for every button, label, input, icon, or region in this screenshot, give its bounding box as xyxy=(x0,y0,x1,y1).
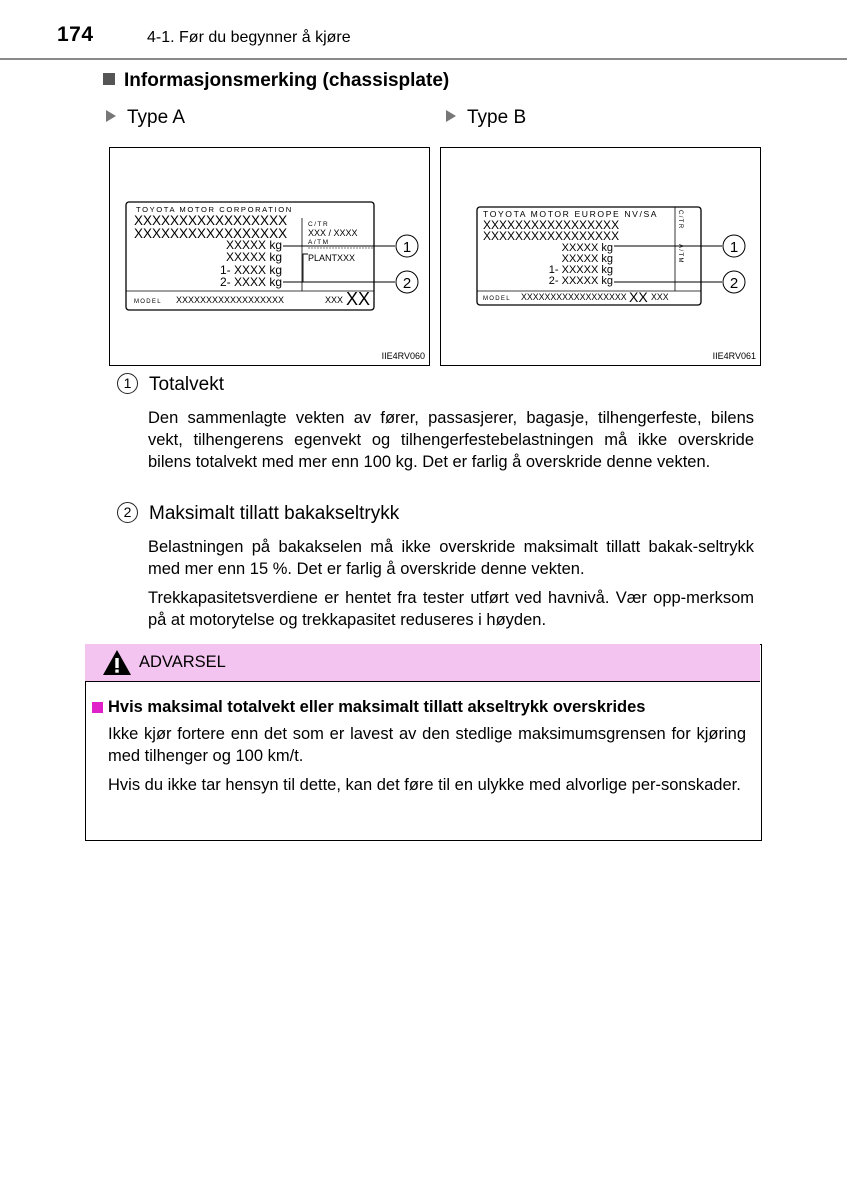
plate-line: 2- XXXX kg xyxy=(219,275,282,289)
magenta-square-icon xyxy=(92,702,103,713)
plate-line: 1- XXXX kg xyxy=(219,263,282,277)
plate-atm-label: A/TM xyxy=(308,239,330,246)
warning-paragraph-1: Ikke kjør fortere enn det som er lavest av den stedlige maksimumsgrensen for kjøring med tilhenger og 100 km/t. xyxy=(108,725,746,765)
plate-model-value: XXXXXXXXXXXXXXXXXX xyxy=(176,295,285,305)
header-rule xyxy=(0,58,847,60)
plate-plant: PLANTXXX xyxy=(308,253,356,263)
plate-line: 2- XXXXX kg xyxy=(548,275,613,287)
figure-id: IIE4RV061 xyxy=(712,351,756,361)
callout-1-label: 1 xyxy=(729,239,739,256)
plate-line: XXXXXXXXXXXXXXXXX xyxy=(483,218,620,232)
plate-model-label: MODEL xyxy=(483,296,511,302)
figure-type-a xyxy=(109,147,430,366)
plate-code-big: XX xyxy=(629,289,648,305)
plate-line: XXXXXXXXXXXXXXXXX xyxy=(134,213,288,228)
plate-code-small: XXX xyxy=(651,292,669,302)
warning-subheading: Hvis maksimal totalvekt eller maksimalt tillatt akseltrykk overskrides xyxy=(108,698,646,716)
plate-side-label: C/TR xyxy=(677,210,683,230)
plate-maker: TOYOTA MOTOR CORPORATION xyxy=(136,205,293,214)
callout-1-label: 1 xyxy=(402,239,412,256)
item-title: Totalvekt xyxy=(149,374,224,395)
chapter-title: 4-1. Før du begynner å kjøre xyxy=(147,29,351,46)
callout-2-label: 2 xyxy=(402,275,412,292)
plate-code-big: XX xyxy=(346,289,371,309)
plate-line: XXXXX kg xyxy=(561,253,613,265)
plate-line: XXXXX kg xyxy=(225,238,282,252)
plate-ctr-value: XXX / XXXX xyxy=(308,228,358,238)
warning-title: ADVARSEL xyxy=(139,653,226,671)
plate-line: XXXXX kg xyxy=(225,250,282,264)
plate-model-label: MODEL xyxy=(134,299,162,305)
item-1-heading xyxy=(117,374,224,396)
item-title: Maksimalt tillatt bakakseltrykk xyxy=(149,503,400,524)
page-number: 174 xyxy=(57,23,94,46)
plate-line: XXXXX kg xyxy=(561,242,613,254)
plate-ctr-label: C/TR xyxy=(308,221,330,228)
section-heading xyxy=(103,70,449,92)
item-1-paragraph: Den sammenlagte vekten av fører, passasjerer, bagasje, tilhengerfeste, bilens vekt, tilhengerens egenvekt og tilhengerfestebelastningen må ikke overskride bilens totalvekt med mer enn 100 kg. Det er farlig å overskride denne vekten. xyxy=(148,409,754,471)
plate-code-small: XXX xyxy=(325,295,344,305)
type-a-label: Type A xyxy=(106,107,185,129)
chassis-plate-b-illustration xyxy=(441,148,760,365)
chassis-plate-a-illustration xyxy=(110,148,429,365)
item-2-paragraph-1: Belastningen på bakakselen må ikke overskride maksimalt tillatt bakak-seltrykk med mer enn 15 %. Det er farlig å overskride denne vekten. xyxy=(148,538,754,578)
item-2-heading xyxy=(117,503,399,525)
figure-type-b xyxy=(440,147,761,366)
plate-line: 1- XXXXX kg xyxy=(548,264,613,276)
section-title: Informasjonsmerking (chassisplate) xyxy=(124,70,450,91)
warning-paragraph-2: Hvis du ikke tar hensyn til dette, kan det føre til en ulykke med alvorlige per-sonskader. xyxy=(108,776,741,794)
figure-id: IIE4RV060 xyxy=(381,351,425,361)
callout-2-label: 2 xyxy=(729,275,739,292)
circled-number-icon: 2 xyxy=(117,502,138,523)
triangle-bullet-icon xyxy=(106,110,116,122)
plate-model-value: XXXXXXXXXXXXXXXXXX xyxy=(521,292,627,302)
plate-line: XXXXXXXXXXXXXXXXX xyxy=(134,226,288,241)
plate-line: XXXXXXXXXXXXXXXXX xyxy=(483,229,620,243)
plate-side-label: A/TM xyxy=(677,244,683,264)
circled-number-icon: 1 xyxy=(117,373,138,394)
triangle-bullet-icon xyxy=(446,110,456,122)
square-bullet-icon xyxy=(103,73,115,85)
type-b-label: Type B xyxy=(446,107,526,129)
warning-triangle-icon xyxy=(102,649,132,676)
plate-maker: TOYOTA MOTOR EUROPE NV/SA xyxy=(483,209,659,219)
item-2-paragraph-2: Trekkapasitetsverdiene er hentet fra tester utført ved havnivå. Vær opp-merksom på at motorytelse og trekkapasitet reduseres i høyden. xyxy=(148,589,754,629)
